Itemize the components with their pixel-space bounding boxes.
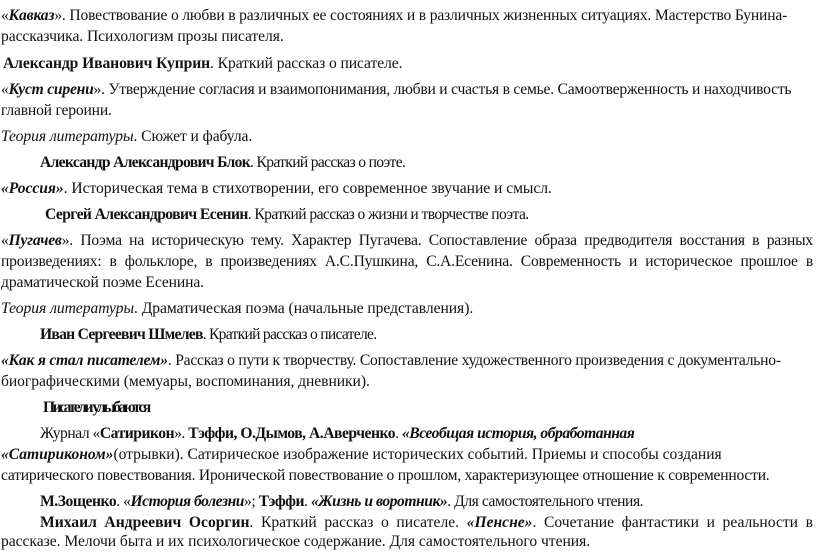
author-name-osorgin: Михаил Андреевич Осоргин bbox=[40, 514, 250, 531]
quote-open: « bbox=[1, 81, 9, 98]
paragraph-text: . Историческая тема в стихотворении, его современное звучание и смысл. bbox=[63, 180, 552, 197]
work-title-pensne: «Пенсне» bbox=[466, 514, 533, 531]
paragraph-text: . Краткий рассказ о писателе. bbox=[202, 326, 377, 343]
paragraph-text: ». Утверждение согласия и взаимопонимания, любви и счастья в семье. Самоотверженность и находчивость bbox=[93, 81, 792, 98]
journal-title-satirikon: Сатирикон bbox=[99, 425, 175, 442]
author-name-blok: Александр Александрович Блок bbox=[40, 154, 251, 171]
paragraph-osorgin-line-1 bbox=[40, 513, 813, 533]
paragraph-zoshchenko bbox=[40, 492, 816, 512]
paragraph-text: . Краткий рассказ о писателе. bbox=[210, 55, 403, 72]
quote-open: « bbox=[1, 232, 9, 249]
paragraph-kuprin bbox=[3, 54, 816, 74]
author-name-zoshchenko: М.Зощенко bbox=[40, 493, 117, 510]
paragraph-satirikon-line-1 bbox=[40, 424, 816, 444]
paragraph-text: . bbox=[395, 425, 402, 442]
paragraph-pugachev-line-2: произведениях: в фольклоре, в произведениях А.С.Пушкина, С.А.Есенина. Современность и историческое прошлое в bbox=[1, 253, 813, 270]
theory-term: Теория литературы bbox=[1, 300, 134, 317]
paragraph-text: ». bbox=[174, 425, 189, 442]
paragraph-text: . Краткий рассказ о поэте. bbox=[250, 154, 406, 171]
paragraph-pugachev-line-1 bbox=[1, 231, 813, 251]
author-names: Тэффи, О.Дымов, А.Аверченко bbox=[188, 425, 396, 442]
paragraph-esenin bbox=[45, 205, 816, 225]
paragraph-theory-2 bbox=[1, 299, 816, 319]
paragraph-satirikon-line-2 bbox=[1, 445, 816, 465]
paragraph-text: . Сюжет и фабула. bbox=[133, 128, 253, 145]
paragraph-blok bbox=[40, 153, 816, 173]
paragraph-text: . Сочетание фантастики и реальности в bbox=[532, 514, 813, 531]
work-title-vseobshchaya-istoriya: «Всеобщая история, обработанная bbox=[401, 425, 635, 442]
work-title-zhizn-i-vorotnik: «Жизнь и воротник» bbox=[310, 493, 448, 510]
section-heading: Писатели улыбаются bbox=[43, 399, 149, 416]
work-title-kavkaz: Кавказ bbox=[8, 7, 55, 24]
work-title-pugachev: Пугачев bbox=[8, 232, 62, 249]
paragraph-text: (отрывки). Сатирическое изображение исторических событий. Приемы и способы создания bbox=[113, 446, 722, 463]
paragraph-shmelev bbox=[40, 325, 816, 345]
quote-open: « bbox=[1, 7, 9, 24]
author-name-teffi: Тэффи bbox=[258, 493, 305, 510]
paragraph-kavkaz-line-2: рассказчика. Психологизм прозы писателя. bbox=[1, 28, 284, 45]
paragraph-kak-ya-stal-line-1 bbox=[1, 351, 816, 371]
paragraph-kak-ya-stal-line-2: биографическими (мемуары, воспоминания, дневники). bbox=[1, 373, 370, 390]
theory-term: Теория литературы bbox=[1, 128, 134, 145]
paragraph-text: ». Повествование о любви в различных ее состояниях и в различных жизненных ситуациях. Мастерство Бунина- bbox=[54, 7, 788, 24]
author-name-esenin: Сергей Александрович Есенин bbox=[45, 206, 248, 223]
paragraph-text: Журнал « bbox=[40, 425, 100, 442]
work-title-kust-sireni: Куст сирени bbox=[8, 81, 94, 98]
paragraph-rossiya bbox=[1, 179, 816, 199]
paragraph-kust-sireni-line-1 bbox=[1, 80, 816, 100]
paragraph-osorgin-line-2: рассказе. Мелочи быта и их психологическое содержание. Для самостоятельного чтения. bbox=[1, 533, 591, 550]
work-title-kak-ya-stal-pisatelem: «Как я стал писателем» bbox=[1, 352, 168, 369]
paragraph-text: »; bbox=[244, 493, 259, 510]
paragraph-kust-sireni-line-2: главной героини. bbox=[1, 102, 112, 119]
paragraph-text: ». Поэма на историческую тему. Характер Пугачева. Сопоставление образа предводителя восстания в разных bbox=[61, 232, 813, 249]
paragraph-text: . Рассказ о пути к творчеству. Сопоставление художественного произведения с документально- bbox=[167, 352, 781, 369]
work-title-rossiya: «Россия» bbox=[1, 180, 64, 197]
paragraph-text: . Краткий рассказ о писателе. bbox=[249, 514, 467, 531]
paragraph-text: . « bbox=[116, 493, 131, 510]
author-name-kuprin: Александр Иванович Куприн bbox=[3, 55, 211, 72]
paragraph-satirikon-line-3: сатирического повествования. Иронической повествование о прошлом, характеризующее отношение к современности. bbox=[1, 467, 770, 484]
author-name-shmelev: Иван Сергеевич Шмелев bbox=[40, 326, 203, 343]
work-title-istoriya-bolezni: История болезни bbox=[130, 493, 244, 510]
paragraph-theory-1 bbox=[1, 127, 816, 147]
paragraph-text: . Для самостоятельного чтения. bbox=[447, 493, 644, 510]
paragraph-kavkaz-line-1 bbox=[1, 6, 816, 26]
paragraph-pugachev-line-3: драматической поэме Есенина. bbox=[1, 274, 204, 291]
paragraph-text: . bbox=[304, 493, 311, 510]
paragraph-text: . Краткий рассказ о жизни и творчестве поэта. bbox=[247, 206, 529, 223]
work-title-continuation: «Сатириконом» bbox=[1, 446, 114, 463]
paragraph-text: . Драматическая поэма (начальные представления). bbox=[133, 300, 474, 317]
